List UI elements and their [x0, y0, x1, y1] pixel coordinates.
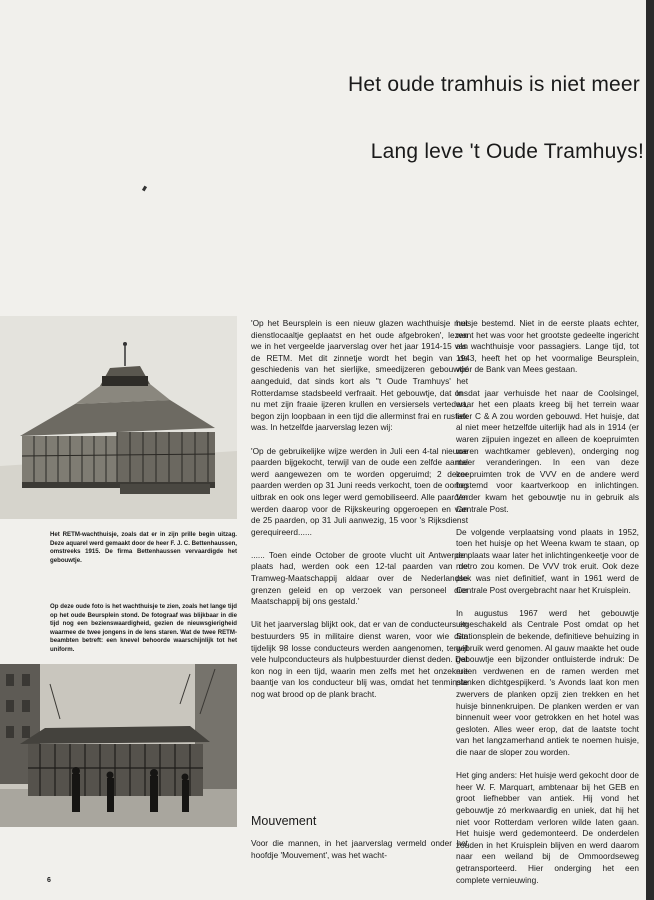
headline-line-1: Het oude tramhuis is niet meer	[348, 73, 640, 96]
article-paragraph: In augustus 1967 werd het gebouwtje uitgeschakeld als Centrale Post omdat op het Stationsplein de bekende, definitieve behuizing in gebruik werd genomen. Al gauw maakte het oude gebouwtje een bijzonder ontluisterde indruk: De ruiten verdwenen en de ramen werden met planken dichtgespijkerd. 's Avonds laat kon men zwervers de planken opzij zien trekken en het huisje binnenkruipen. De planken werden er van binnenuit weer voor getrokken en het hotel was gesloten. Alles weer erop, dat de laatste tocht van het langzamerhand antiek te noemen huisje, die naar de sloper zou worden.	[456, 607, 639, 757]
article-paragraph: 'Op het Beursplein is een nieuw glazen wachthuisje met dienstlocaaltje geplaatst en het oude afgebroken', lezen we in het vergeelde jaarverslag over het jaar 1914-15 van de RETM. Met dit zinnetje wordt het begin van de geschiedenis van het sierlijke, smeedijzeren gebouwtje aangeduid, dat sinds kort als ''t Oude Tramhuys' het Rotterdamse stadsbeeld verfraait. Het gebouwtje, dat ons nu met zijn fraaie ijzeren krullen en versiersels vertedert, begon zijn loopbaan in een tijd die allerminst frai en rustiek was. In hetzelfde jaarverslag lezen wij:	[251, 318, 468, 433]
historic-photo	[0, 664, 237, 827]
article-paragraph: De volgende verplaatsing vond plaats in 1952, toen het huisje op het Weena kwam te staan, op de plaats waar later het inlichtingenkeetje voor de metro zou komen. De VVV trok eruit. Ook deze plek was niet definitief, want in 1961 werd de Centrale Post overgebracht naar het Kruisplein.	[456, 526, 639, 595]
article-column-right	[456, 318, 639, 898]
article-paragraph: 'Op de gebruikelijke wijze werden in Juli een 4-tal nieuwe paarden bijgekocht, terwijl van de oude een zelfde aantal werd aangewezen om te worden opgeruimd; 2 dezer paarden werden op 31 Juni reeds verkocht, toen de oorlog uitbrak en ook ons leger werd gemobiliseerd. Alle paarden werden daarop voor de Rijkskeuring opgeroepen en van de 25 paarden, op 31 Juli aanwezig, 15 voor 's Rijksdienst gerequireerd......	[251, 445, 468, 537]
article-paragraph: Voor die mannen, in het jaarverslag vermeld onder het hoofdje 'Mouvement', was het wacht-	[251, 838, 468, 860]
article-paragraph: huisje bestemd. Niet in de eerste plaats echter, want het was voor het grootste gedeelte ingericht als wachthuisje voor passagiers. Lange tijd, tot 1943, heeft het op het voormalige Beursplein, vóór de Bank van Mees gestaan.	[456, 318, 639, 375]
page-binding-edge	[646, 0, 654, 900]
article-paragraph: ...... Toen einde October de groote vlucht uit Antwerpen plaats had, werden ook een 12-tal paarden van de Tramweg-Maatschappij aldaar over de Nederlandse grenzen geleid en op verzoek van personeel dier Maatschappij bij ons gestald.'	[251, 549, 468, 607]
aquarel-illustration	[0, 316, 237, 519]
headline-line-2: Lang leve 't Oude Tramhuys!	[370, 140, 644, 163]
article-paragraph: In dat jaar verhuisde het naar de Coolsingel, waar het een plaats kreeg bij het terrein waar later C & A zou worden gebouwd. Het huisje, dat al niet meer hetzelfde uiterlijk had als in 1914 (er waren zijpuien ingezet en alleen de koepruimten waren wachtkamer gebleven), onderging nog meer veranderingen. In een van deze koepruimten trok de VVV en de andere werd bestemd voor kaartverkoop en inlichtingen. Verder kwam het gebouwtje nu in gebruik als Centrale Post.	[456, 387, 639, 514]
article-paragraph: Het ging anders: Het huisje werd gekocht door de heer W. F. Marquart, ambtenaar bij het GEB en groot liefhebber van antiek. Hij vond het gebouwtje zó merkwaardig en uniek, dat hij het niet voor Rotterdam verloren wilde laten gaan. Het huisje werd gedemonteerd. De onderdelen zouden in het Kruisplein blijven en werd daarom naar een weiland bij de Ommoordseweg getransporteerd. Hier onderging het een complete vernieuwing.	[456, 770, 639, 885]
page-number: 6	[47, 877, 51, 884]
aquarel-caption: Het RETM-wachthuisje, zoals dat er in zijn prille begin uitzag. Deze aquarel werd gemaakt door de heer F. J. C. Bettenhaussen, omstreeks 1915. De firma Bettenhaussen vervaardigde het gebouwtje.	[50, 531, 237, 564]
photo-caption: Op deze oude foto is het wachthuisje te zien, zoals het lange tijd op het oude Beursplein stond. De fotograaf was blijkbaar in die tijd nog een bezienswaardigheid, gezien de nieuwsgierigheid waarmee de twee jongens in de lens staren. Wat de twee RETM-beambten betreft: een knevel behoorde waarschijnlijk tot het uniform.	[50, 603, 237, 653]
article-paragraph: Uit het jaarverslag blijkt ook, dat er van de conducteurs en bestuurders 95 in militaire dienst waren, voor wie dan tijdelijk 98 losse conducteurs werden aangenomen, terwijl vele hulpconducteurs als hulpbestuurder dienst deden. Dat kon nog in een tijd, waarin men zelfs met het onzekere baantje van los conducteur blij was, omdat het tenminste nog wat brood op de plank bracht.	[251, 619, 468, 699]
article-column-middle	[251, 318, 468, 712]
print-speck	[142, 186, 147, 192]
section-heading: Mouvement	[251, 814, 317, 828]
